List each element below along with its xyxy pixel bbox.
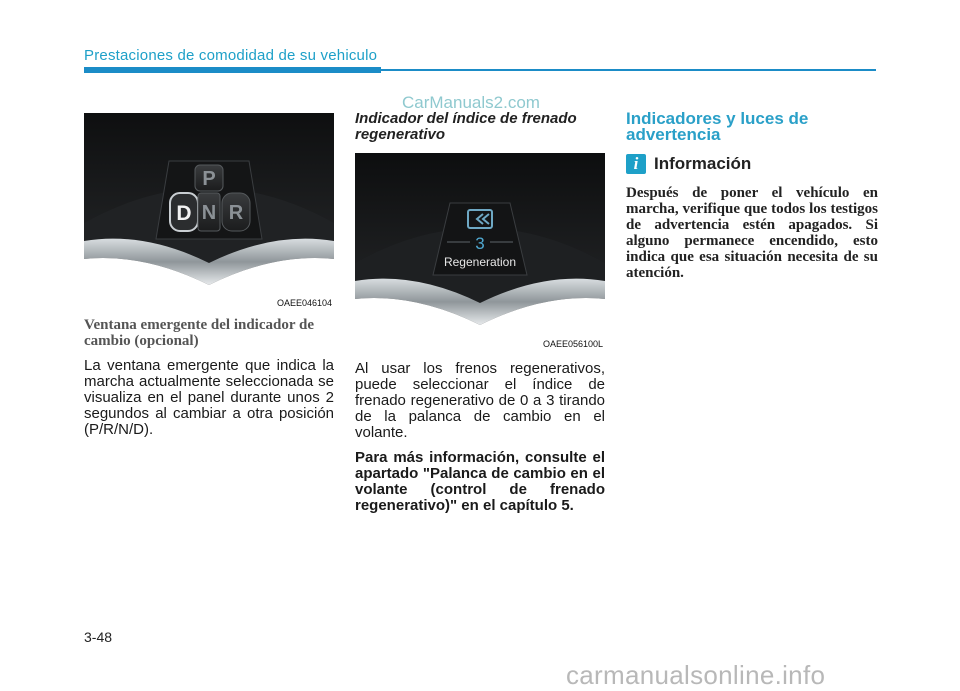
left-column (84, 113, 334, 438)
info-title: Información (654, 154, 752, 173)
gear-r-label: R (228, 202, 244, 224)
body-paragraph: Al usar los frenos regenerativos, puede seleccionar el índice de frenado regenerativo de 0 a 3 tirando de la palanca de cambio en el volante. (355, 360, 605, 441)
info-icon: i (626, 154, 646, 174)
section-heading: Indicadores y luces de advertencia (626, 109, 809, 144)
regeneration-level: 3 (475, 234, 485, 253)
gear-popup-figure (84, 113, 334, 309)
section-heading: Ventana emergente del indicador de cambio (opcional) (84, 317, 314, 349)
section-heading: Indicador del índice de frenado regenerativo (355, 110, 577, 143)
gear-p-label: P (202, 168, 216, 190)
middle-column (355, 111, 605, 514)
regeneration-figure (355, 153, 605, 350)
figure-label: OAEE046104 (276, 298, 332, 308)
info-body: Después de poner el vehículo en marcha, verifique que todos los testigos de advertencia estén apagados. Si alguno permanece encendido, esto indica que esa situación necesita de su atención. (626, 185, 878, 281)
page-number: 3-48 (84, 629, 113, 645)
regeneration-text: Regeneration (443, 255, 517, 269)
body-paragraph: La ventana emergente que indica la marcha actualmente seleccionada se visualiza en el panel durante unos 2 segundos al cambiar a otra posición (P/R/N/D). (84, 357, 334, 438)
watermark-top[interactable]: CarManuals2.com (402, 93, 540, 112)
gear-display-illustration (84, 113, 334, 309)
page-header-title: Prestaciones de comodidad de su vehiculo (84, 47, 378, 64)
gear-d-label: D (176, 202, 192, 225)
header-rule (381, 69, 876, 71)
regeneration-display-illustration (355, 153, 605, 350)
header-bar-accent (84, 67, 381, 73)
bold-note: Para más información, consulte el apartado "Palanca de cambio en el volante (control de frenado regenerativo)" en el capítulo 5. (355, 449, 605, 514)
right-column (626, 111, 878, 281)
watermark-bottom[interactable]: carmanualsonline.info (566, 660, 826, 690)
figure-label: OAEE056100L (542, 339, 603, 349)
info-header (626, 154, 878, 174)
gear-n-label: N (201, 202, 217, 224)
